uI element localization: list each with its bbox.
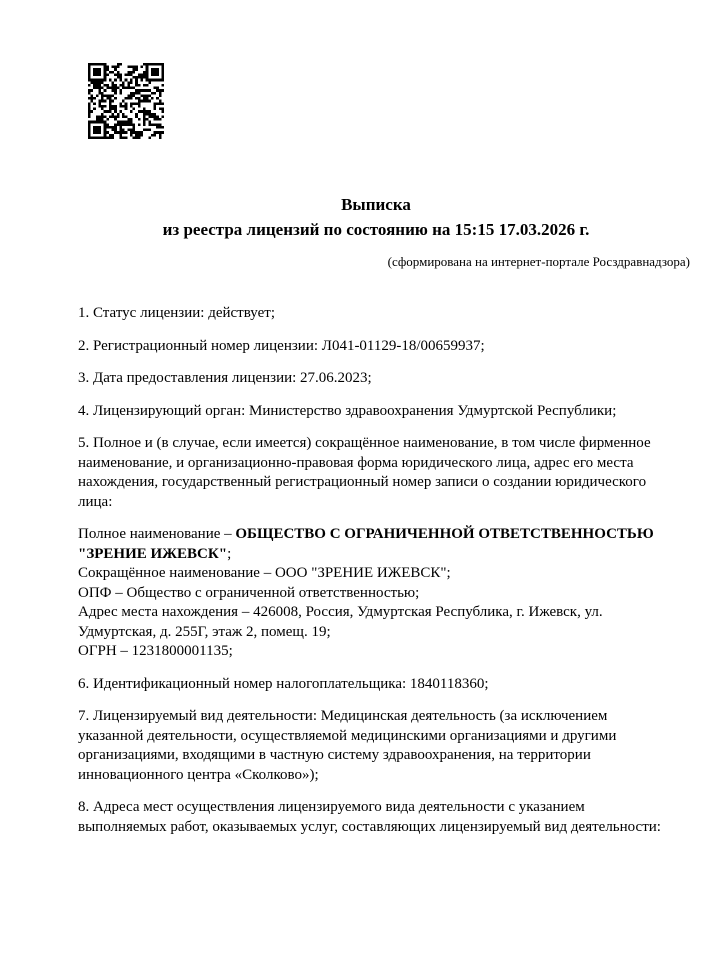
ogrn-line: ОГРН – 1231800001135; — [78, 643, 233, 659]
item-grant-date: 3. Дата предоставления лицензии: 27.06.2023; — [78, 370, 372, 386]
item-licensed-activity: 7. Лицензируемый вид деятельности: Медицинская деятельность (за исключением указанной деятельности, осуществляемой медицинскими организациями и другими организациями, входящими в частную систему здравоохранения, на территории инновационного центра «Сколково»); — [78, 708, 617, 783]
qr-code-icon — [88, 63, 164, 139]
full-name-value: ОБЩЕСТВО С ОГРАНИЧЕННОЙ ОТВЕТСТВЕННОСТЬЮ "ЗРЕНИЕ ИЖЕВСК" — [78, 526, 654, 562]
organization-details — [78, 525, 674, 662]
title-line-2: из реестра лицензий по состоянию на 15:15 17.03.2026 г. — [162, 220, 590, 239]
item-registration-number: 2. Регистрационный номер лицензии: Л041-01129-18/00659937; — [78, 337, 485, 354]
full-name-end: ; — [227, 545, 232, 562]
document-title — [78, 192, 674, 242]
item-license-status: 1. Статус лицензии: действует; — [78, 305, 275, 321]
full-name-label: Полное наименование – — [78, 526, 236, 542]
opf-line: ОПФ – Общество с ограниченной ответственностью; — [78, 584, 420, 601]
address-line: Адрес места нахождения – 426008, Россия, Удмуртская Республика, г. Ижевск, ул. Удмуртская, д. 255Г, этаж 2, помещ. 19; — [78, 604, 603, 640]
extract-content — [78, 192, 690, 850]
title-line-1: Выписка — [341, 195, 411, 214]
formed-note: (сформирована на интернет-портале Росздравнадзора) — [387, 254, 690, 269]
full-name-line — [78, 525, 674, 564]
item-names-intro: 5. Полное и (в случае, если имеется) сокращённое наименование, в том числе фирменное наименование, и организационно-правовая форма юридического лица, адрес его места нахождения, государственный регистрационный номер записи о создании юридического лица: — [78, 435, 651, 510]
item-addresses-intro: 8. Адреса мест осуществления лицензируемого вида деятельности с указанием выполняемых работ, оказываемых услуг, составляющих лицензируемый вид деятельности: — [78, 799, 661, 835]
item-licensing-authority: 4. Лицензирующий орган: Министерство здравоохранения Удмуртской Республики; — [78, 402, 617, 419]
short-name-line: Сокращённое наименование – ООО "ЗРЕНИЕ ИЖЕВСК"; — [78, 565, 451, 581]
item-inn: 6. Идентификационный номер налогоплательщика: 1840118360; — [78, 675, 489, 692]
